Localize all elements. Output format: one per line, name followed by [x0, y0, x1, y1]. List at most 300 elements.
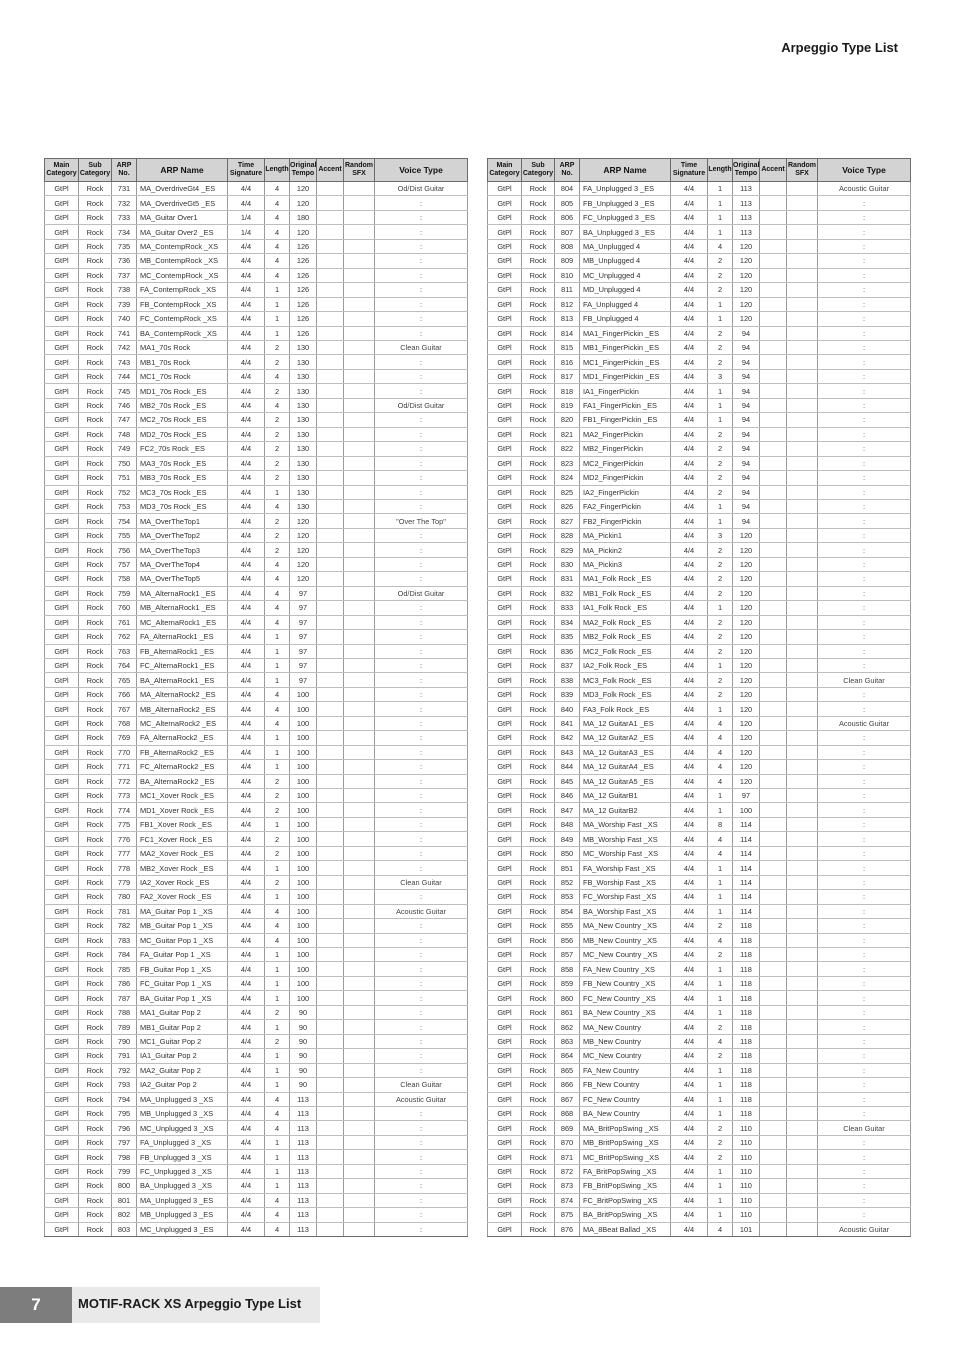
cell-main-category: GtPl [488, 1034, 522, 1048]
cell-random-sfx [344, 658, 375, 672]
cell-voice-type: : [818, 398, 911, 412]
cell-length: 4 [708, 745, 733, 759]
cell-length: 4 [265, 1193, 290, 1207]
cell-sub-category: Rock [79, 1179, 112, 1193]
cell-sub-category: Rock [79, 890, 112, 904]
table-row [488, 846, 911, 860]
cell-original-tempo: 120 [733, 601, 760, 615]
cell-arp-name: MA2_FingerPickin [580, 427, 671, 441]
cell-length: 1 [708, 789, 733, 803]
cell-length: 4 [265, 499, 290, 513]
cell-arp-no: 739 [112, 297, 137, 311]
cell-voice-type: : [818, 933, 911, 947]
cell-arp-no: 780 [112, 890, 137, 904]
cell-time-signature: 4/4 [671, 471, 708, 485]
cell-accent [317, 499, 344, 513]
cell-arp-name: MA_12 GuitarA2 _ES [580, 731, 671, 745]
cell-arp-no: 816 [555, 355, 580, 369]
table-row [488, 890, 911, 904]
cell-voice-type: : [375, 1208, 468, 1222]
cell-length: 2 [708, 687, 733, 701]
cell-original-tempo: 126 [290, 268, 317, 282]
cell-arp-name: FC_AlternaRock1 _ES [137, 658, 228, 672]
cell-voice-type: : [818, 239, 911, 253]
cell-accent [317, 919, 344, 933]
cell-arp-name: FB_New Country [580, 1078, 671, 1092]
cell-main-category: GtPl [45, 340, 79, 354]
cell-arp-name: MA_OverTheTop2 [137, 528, 228, 542]
cell-main-category: GtPl [488, 182, 522, 196]
cell-voice-type: : [818, 514, 911, 528]
cell-random-sfx [787, 731, 818, 745]
cell-arp-no: 759 [112, 586, 137, 600]
cell-voice-type: : [818, 456, 911, 470]
table-row [45, 731, 468, 745]
cell-arp-name: MB_Unplugged 4 [580, 254, 671, 268]
cell-random-sfx [344, 297, 375, 311]
cell-random-sfx [787, 225, 818, 239]
cell-arp-no: 841 [555, 716, 580, 730]
cell-time-signature: 4/4 [228, 904, 265, 918]
cell-time-signature: 4/4 [228, 355, 265, 369]
table-row [45, 803, 468, 817]
cell-time-signature: 4/4 [228, 875, 265, 889]
table-row [45, 485, 468, 499]
cell-original-tempo: 113 [290, 1222, 317, 1236]
cell-time-signature: 4/4 [671, 283, 708, 297]
cell-accent [760, 890, 787, 904]
cell-time-signature: 4/4 [671, 1020, 708, 1034]
cell-arp-name: FA2_FingerPickin [580, 499, 671, 513]
cell-original-tempo: 120 [733, 268, 760, 282]
cell-length: 2 [708, 586, 733, 600]
cell-sub-category: Rock [79, 875, 112, 889]
cell-arp-no: 814 [555, 326, 580, 340]
cell-arp-name: MA_12 GuitarB1 [580, 789, 671, 803]
cell-accent [760, 687, 787, 701]
cell-main-category: GtPl [488, 456, 522, 470]
cell-sub-category: Rock [79, 369, 112, 383]
cell-main-category: GtPl [488, 630, 522, 644]
cell-random-sfx [787, 1135, 818, 1149]
cell-original-tempo: 100 [290, 745, 317, 759]
cell-sub-category: Rock [79, 442, 112, 456]
cell-arp-no: 746 [112, 398, 137, 412]
cell-original-tempo: 126 [290, 312, 317, 326]
cell-time-signature: 4/4 [671, 731, 708, 745]
cell-arp-no: 731 [112, 182, 137, 196]
cell-original-tempo: 130 [290, 340, 317, 354]
table-row [488, 731, 911, 745]
cell-sub-category: Rock [79, 1078, 112, 1092]
cell-original-tempo: 100 [290, 904, 317, 918]
cell-accent [317, 1049, 344, 1063]
cell-arp-name: FB_ContempRock _XS [137, 297, 228, 311]
cell-main-category: GtPl [488, 962, 522, 976]
cell-time-signature: 4/4 [228, 630, 265, 644]
col-sub-category: Sub Category [79, 159, 112, 182]
cell-main-category: GtPl [488, 1164, 522, 1178]
cell-time-signature: 4/4 [228, 933, 265, 947]
cell-accent [760, 1049, 787, 1063]
cell-arp-no: 834 [555, 615, 580, 629]
cell-arp-name: IA1_FingerPickin [580, 384, 671, 398]
table-row [45, 1222, 468, 1236]
cell-length: 2 [708, 557, 733, 571]
table-row [45, 1005, 468, 1019]
cell-arp-name: MA_8Beat Ballad _XS [580, 1222, 671, 1236]
cell-voice-type: : [818, 1049, 911, 1063]
cell-arp-name: IA2_Guitar Pop 2 [137, 1078, 228, 1092]
cell-sub-category: Rock [522, 340, 555, 354]
cell-length: 2 [708, 355, 733, 369]
cell-voice-type: : [818, 210, 911, 224]
cell-main-category: GtPl [45, 933, 79, 947]
cell-random-sfx [344, 384, 375, 398]
cell-random-sfx [787, 861, 818, 875]
cell-arp-name: MB1_Folk Rock _ES [580, 586, 671, 600]
cell-original-tempo: 118 [733, 1005, 760, 1019]
cell-arp-name: MC3_70s Rock _ES [137, 485, 228, 499]
cell-random-sfx [787, 919, 818, 933]
cell-arp-no: 827 [555, 514, 580, 528]
cell-random-sfx [787, 297, 818, 311]
cell-voice-type: : [818, 615, 911, 629]
cell-random-sfx [344, 991, 375, 1005]
cell-random-sfx [787, 702, 818, 716]
cell-sub-category: Rock [79, 658, 112, 672]
cell-main-category: GtPl [45, 456, 79, 470]
table-row [45, 283, 468, 297]
cell-sub-category: Rock [79, 528, 112, 542]
cell-random-sfx [344, 601, 375, 615]
cell-time-signature: 4/4 [671, 948, 708, 962]
cell-voice-type: : [375, 572, 468, 586]
cell-length: 1 [265, 1078, 290, 1092]
table-row [45, 774, 468, 788]
cell-length: 4 [265, 254, 290, 268]
cell-length: 2 [708, 485, 733, 499]
cell-sub-category: Rock [79, 297, 112, 311]
cell-original-tempo: 114 [733, 846, 760, 860]
cell-arp-no: 867 [555, 1092, 580, 1106]
cell-sub-category: Rock [79, 948, 112, 962]
cell-arp-name: FB1_FingerPickin _ES [580, 413, 671, 427]
cell-sub-category: Rock [522, 991, 555, 1005]
cell-arp-name: MB_AlternaRock2 _ES [137, 702, 228, 716]
cell-time-signature: 4/4 [671, 962, 708, 976]
cell-arp-name: BA_Unplugged 3 _ES [580, 225, 671, 239]
table-row [488, 1078, 911, 1092]
cell-length: 1 [265, 1150, 290, 1164]
cell-time-signature: 4/4 [228, 832, 265, 846]
cell-main-category: GtPl [488, 369, 522, 383]
cell-length: 2 [708, 254, 733, 268]
cell-length: 1 [708, 991, 733, 1005]
cell-sub-category: Rock [79, 644, 112, 658]
cell-sub-category: Rock [79, 225, 112, 239]
col-original-tempo: Original Tempo [733, 159, 760, 182]
cell-voice-type: : [818, 297, 911, 311]
cell-random-sfx [344, 182, 375, 196]
cell-original-tempo: 100 [290, 991, 317, 1005]
cell-arp-name: IA1_Folk Rock _ES [580, 601, 671, 615]
cell-voice-type: : [818, 658, 911, 672]
cell-arp-no: 736 [112, 254, 137, 268]
cell-voice-type: : [375, 471, 468, 485]
cell-length: 1 [265, 644, 290, 658]
cell-main-category: GtPl [488, 326, 522, 340]
cell-accent [317, 673, 344, 687]
cell-arp-no: 790 [112, 1034, 137, 1048]
cell-accent [317, 1222, 344, 1236]
cell-voice-type: : [375, 297, 468, 311]
cell-original-tempo: 118 [733, 933, 760, 947]
cell-original-tempo: 100 [290, 832, 317, 846]
cell-accent [760, 413, 787, 427]
cell-sub-category: Rock [79, 572, 112, 586]
cell-time-signature: 4/4 [671, 1078, 708, 1092]
cell-arp-no: 742 [112, 340, 137, 354]
cell-main-category: GtPl [45, 225, 79, 239]
cell-main-category: GtPl [45, 673, 79, 687]
cell-time-signature: 4/4 [228, 760, 265, 774]
cell-main-category: GtPl [45, 1135, 79, 1149]
cell-length: 2 [265, 471, 290, 485]
cell-arp-no: 754 [112, 514, 137, 528]
cell-sub-category: Rock [522, 326, 555, 340]
cell-original-tempo: 118 [733, 1063, 760, 1077]
cell-arp-no: 805 [555, 196, 580, 210]
cell-sub-category: Rock [79, 384, 112, 398]
cell-arp-no: 765 [112, 673, 137, 687]
table-row [45, 1150, 468, 1164]
cell-arp-name: MA_OverTheTop3 [137, 543, 228, 557]
cell-length: 4 [708, 832, 733, 846]
cell-random-sfx [344, 1107, 375, 1121]
table-row [488, 297, 911, 311]
cell-random-sfx [787, 326, 818, 340]
cell-time-signature: 4/4 [671, 1150, 708, 1164]
cell-voice-type: : [375, 861, 468, 875]
cell-original-tempo: 113 [290, 1164, 317, 1178]
cell-original-tempo: 120 [733, 630, 760, 644]
cell-voice-type: : [818, 904, 911, 918]
cell-random-sfx [344, 1063, 375, 1077]
cell-time-signature: 4/4 [671, 355, 708, 369]
cell-arp-name: MD2_FingerPickin [580, 471, 671, 485]
cell-arp-name: MB1_FingerPickin _ES [580, 340, 671, 354]
table-row [45, 1034, 468, 1048]
table-row [45, 1135, 468, 1149]
cell-accent [317, 861, 344, 875]
cell-accent [760, 1164, 787, 1178]
cell-random-sfx [787, 442, 818, 456]
cell-main-category: GtPl [45, 601, 79, 615]
cell-original-tempo: 120 [733, 687, 760, 701]
cell-arp-no: 845 [555, 774, 580, 788]
cell-length: 1 [708, 499, 733, 513]
table-row [45, 182, 468, 196]
cell-accent [760, 182, 787, 196]
cell-main-category: GtPl [45, 182, 79, 196]
cell-arp-name: MA_Worship Fast _XS [580, 817, 671, 831]
table-row [488, 1222, 911, 1236]
cell-time-signature: 4/4 [228, 817, 265, 831]
cell-sub-category: Rock [522, 832, 555, 846]
cell-arp-no: 806 [555, 210, 580, 224]
cell-time-signature: 4/4 [671, 1092, 708, 1106]
cell-accent [317, 268, 344, 282]
table-row [488, 239, 911, 253]
cell-length: 1 [265, 991, 290, 1005]
table-row [488, 398, 911, 412]
table-row [488, 1164, 911, 1178]
cell-accent [317, 1005, 344, 1019]
cell-length: 4 [265, 196, 290, 210]
cell-main-category: GtPl [45, 760, 79, 774]
cell-original-tempo: 94 [733, 384, 760, 398]
cell-main-category: GtPl [45, 861, 79, 875]
cell-original-tempo: 120 [290, 528, 317, 542]
cell-arp-no: 853 [555, 890, 580, 904]
cell-time-signature: 4/4 [228, 471, 265, 485]
col-main-category: Main Category [488, 159, 522, 182]
cell-voice-type: Acoustic Guitar [818, 716, 911, 730]
table-row [45, 1107, 468, 1121]
cell-accent [317, 182, 344, 196]
cell-arp-name: MA_12 GuitarA4 _ES [580, 760, 671, 774]
table-row [45, 1092, 468, 1106]
cell-voice-type: : [375, 789, 468, 803]
cell-arp-no: 826 [555, 499, 580, 513]
table-row [45, 528, 468, 542]
cell-length: 1 [708, 210, 733, 224]
cell-arp-name: FC2_70s Rock _ES [137, 442, 228, 456]
cell-arp-name: MC_New Country [580, 1049, 671, 1063]
cell-accent [760, 630, 787, 644]
cell-sub-category: Rock [79, 1034, 112, 1048]
cell-arp-name: FA_Unplugged 3 _ES [580, 182, 671, 196]
cell-arp-name: MB_Unplugged 3 _XS [137, 1107, 228, 1121]
cell-voice-type: : [375, 962, 468, 976]
cell-arp-no: 772 [112, 774, 137, 788]
cell-time-signature: 4/4 [671, 976, 708, 990]
cell-accent [760, 803, 787, 817]
cell-time-signature: 4/4 [671, 890, 708, 904]
cell-main-category: GtPl [45, 817, 79, 831]
cell-voice-type: : [375, 543, 468, 557]
cell-time-signature: 4/4 [671, 225, 708, 239]
cell-arp-name: MC_AlternaRock1 _ES [137, 615, 228, 629]
cell-sub-category: Rock [79, 1092, 112, 1106]
cell-sub-category: Rock [522, 658, 555, 672]
cell-time-signature: 4/4 [228, 384, 265, 398]
cell-arp-no: 771 [112, 760, 137, 774]
cell-main-category: GtPl [45, 283, 79, 297]
cell-random-sfx [787, 615, 818, 629]
cell-main-category: GtPl [45, 586, 79, 600]
table-row [45, 254, 468, 268]
cell-original-tempo: 118 [733, 962, 760, 976]
cell-arp-no: 734 [112, 225, 137, 239]
cell-original-tempo: 130 [290, 369, 317, 383]
cell-voice-type: : [818, 1208, 911, 1222]
cell-sub-category: Rock [79, 745, 112, 759]
cell-sub-category: Rock [522, 1078, 555, 1092]
cell-original-tempo: 94 [733, 514, 760, 528]
cell-voice-type: : [818, 557, 911, 571]
cell-time-signature: 4/4 [228, 1063, 265, 1077]
cell-random-sfx [344, 528, 375, 542]
cell-arp-name: MB_AlternaRock1 _ES [137, 601, 228, 615]
cell-random-sfx [787, 1150, 818, 1164]
cell-sub-category: Rock [522, 528, 555, 542]
cell-accent [317, 1092, 344, 1106]
cell-length: 1 [708, 1078, 733, 1092]
cell-original-tempo: 120 [733, 297, 760, 311]
cell-voice-type: : [375, 948, 468, 962]
cell-arp-no: 875 [555, 1208, 580, 1222]
cell-length: 4 [708, 846, 733, 860]
cell-time-signature: 4/4 [228, 1208, 265, 1222]
cell-voice-type: : [818, 225, 911, 239]
cell-arp-no: 745 [112, 384, 137, 398]
cell-voice-type: : [818, 1107, 911, 1121]
cell-arp-no: 809 [555, 254, 580, 268]
cell-main-category: GtPl [45, 774, 79, 788]
cell-sub-category: Rock [522, 1005, 555, 1019]
cell-time-signature: 4/4 [671, 1121, 708, 1135]
cell-random-sfx [344, 471, 375, 485]
cell-random-sfx [344, 731, 375, 745]
cell-accent [317, 225, 344, 239]
cell-main-category: GtPl [45, 1049, 79, 1063]
cell-arp-name: MA2_Guitar Pop 2 [137, 1063, 228, 1077]
cell-length: 2 [265, 413, 290, 427]
table-row [45, 615, 468, 629]
cell-original-tempo: 126 [290, 239, 317, 253]
col-main-category: Main Category [45, 159, 79, 182]
cell-arp-name: FA3_Folk Rock _ES [580, 702, 671, 716]
cell-arp-name: BA_ContempRock _XS [137, 326, 228, 340]
cell-main-category: GtPl [488, 283, 522, 297]
cell-main-category: GtPl [488, 1150, 522, 1164]
table-row [488, 991, 911, 1005]
cell-main-category: GtPl [45, 731, 79, 745]
cell-original-tempo: 94 [733, 471, 760, 485]
cell-time-signature: 4/4 [671, 1208, 708, 1222]
cell-length: 4 [265, 557, 290, 571]
table-row [488, 919, 911, 933]
cell-main-category: GtPl [45, 1020, 79, 1034]
cell-original-tempo: 118 [733, 976, 760, 990]
cell-original-tempo: 120 [733, 731, 760, 745]
cell-accent [317, 1107, 344, 1121]
cell-time-signature: 4/4 [228, 1121, 265, 1135]
cell-sub-category: Rock [79, 254, 112, 268]
cell-time-signature: 4/4 [671, 182, 708, 196]
cell-sub-category: Rock [79, 687, 112, 701]
cell-arp-no: 757 [112, 557, 137, 571]
cell-arp-no: 747 [112, 413, 137, 427]
cell-arp-no: 849 [555, 832, 580, 846]
cell-original-tempo: 94 [733, 326, 760, 340]
table-row [45, 499, 468, 513]
cell-accent [760, 471, 787, 485]
cell-sub-category: Rock [79, 398, 112, 412]
cell-accent [760, 196, 787, 210]
